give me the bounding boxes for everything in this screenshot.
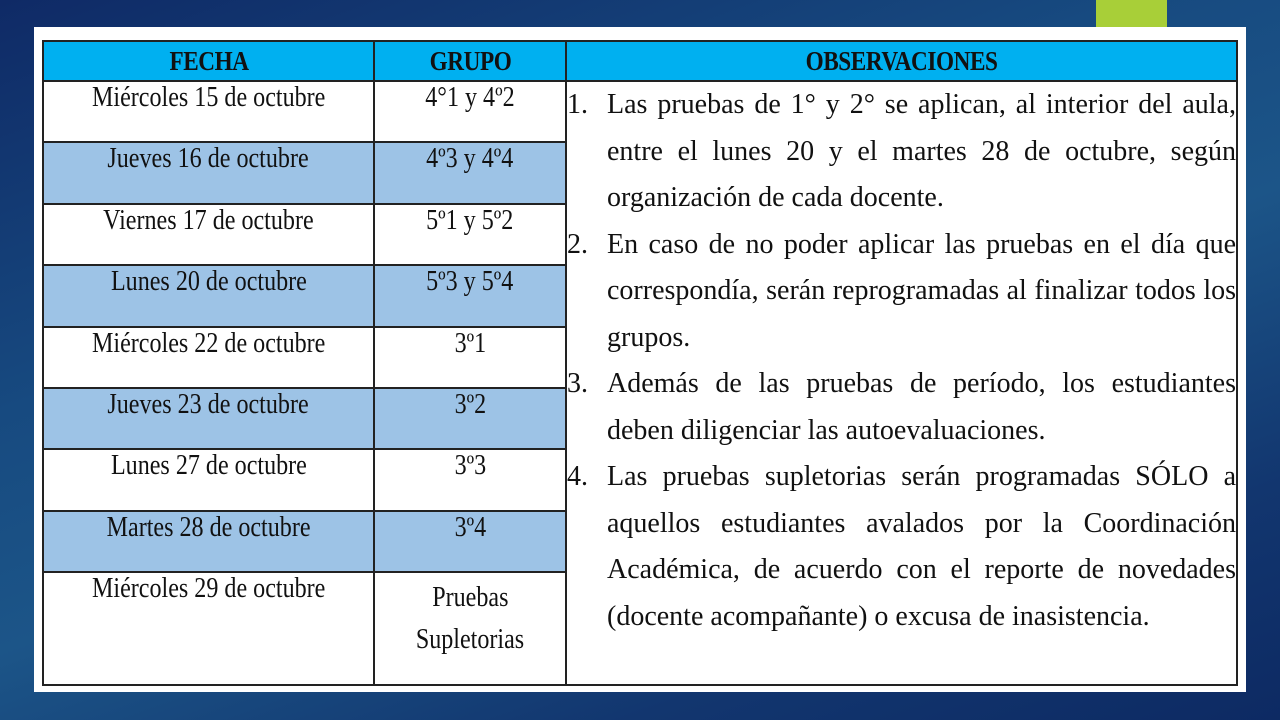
fecha-cell: Jueves 23 de octubre [43,388,374,449]
fecha-cell: Miércoles 22 de octubre [43,327,374,388]
observacion-item: 3. Además de las pruebas de período, los estudiantes deben diligenciar las autoevaluaciones. [567,368,1236,446]
fecha-cell: Miércoles 29 de octubre [43,572,374,685]
observacion-item: 4. Las pruebas supletorias serán programadas SÓLO a aquellos estudiantes avalados por la Coordinación Académica, de acuerdo con el reporte de novedades (docente acompañante) o excusa de inasistencia. [567,461,1236,632]
fecha-cell: Jueves 16 de octubre [43,142,374,203]
table-row [43,81,1237,142]
observacion-item: 1. Las pruebas de 1° y 2° se aplican, al interior del aula, entre el lunes 20 y el martes 28 de octubre, según organización de cada docente. [567,89,1236,213]
grupo-cell: 5º1 y 5º2 [374,204,566,265]
fecha-cell: Viernes 17 de octubre [43,204,374,265]
header-grupo: GRUPO [374,41,566,81]
observacion-item: 2. En caso de no poder aplicar las pruebas en el día que correspondía, serán reprogramadas al finalizar todos los grupos. [567,228,1236,353]
grupo-cell: 3º1 [374,327,566,388]
grupo-cell: 4°1 y 4º2 [374,81,566,142]
grupo-cell: 4º3 y 4º4 [374,142,566,203]
observaciones-list [567,82,1236,640]
exam-schedule-table [42,40,1238,686]
accent-square [1096,0,1167,27]
fecha-cell: Lunes 27 de octubre [43,449,374,510]
header-observaciones: OBSERVACIONES [566,41,1237,81]
grupo-cell: 3º2 [374,388,566,449]
grupo-cell: 3º3 [374,449,566,510]
observaciones-cell [566,81,1237,685]
grupo-cell: 5º3 y 5º4 [374,265,566,326]
table-header-row [43,41,1237,81]
grupo-cell: 3º4 [374,511,566,572]
fecha-cell: Lunes 20 de octubre [43,265,374,326]
slide-content-panel [34,27,1246,692]
header-fecha: FECHA [43,41,374,81]
grupo-cell: Pruebas Supletorias [374,572,566,685]
fecha-cell: Martes 28 de octubre [43,511,374,572]
fecha-cell: Miércoles 15 de octubre [43,81,374,142]
